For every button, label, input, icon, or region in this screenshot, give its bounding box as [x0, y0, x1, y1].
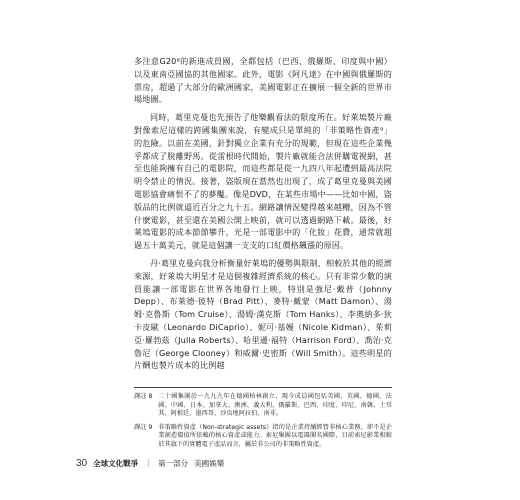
part-title: 美國娛樂	[194, 459, 225, 468]
book-title: 全球文化戰爭	[93, 459, 139, 468]
note-9	[134, 424, 392, 450]
page-footer	[76, 458, 224, 469]
paragraph-1: 多注意G20⁸的新進成員國，全都包括（巴西、俄羅斯、印度與中國）以及東南亞國協的其他國家。此外，電影《阿凡達》在中國與俄羅斯的票房，超過了大部分的歐洲國家，美國電影正在擴展一個全新的世界市場地圖。	[134, 56, 392, 105]
notes-divider	[134, 387, 392, 388]
note-label: 譯註 8	[134, 393, 153, 400]
translator-notes	[134, 387, 392, 455]
note-text: 二十國集團於一九九九年在德國柏林創立，現今成員國包括美國、英國、德國、法國、中國、日本、加拿大、澳洲、義大利、俄羅斯、巴西、印度、印尼、南韓、土耳其、阿根廷、墨西哥、沙烏地阿拉伯、南非。	[158, 393, 392, 418]
body-text	[134, 55, 392, 377]
note-8	[134, 393, 392, 419]
part-label: 第一部分	[158, 459, 189, 468]
note-text: 非策略性資產（Non-strategic assets）指的是企業持續經營非核心業務，卻不是企業創造價值所依賴的核心資產或能力。索尼集團以電器聞名國際，目前索尼影業相較於其旗下的實體電子產品而言，屬於非公司的非策略性資產。	[158, 423, 392, 448]
page-number: 30	[76, 458, 88, 469]
paragraph-2: 同時，葛里克曼也先預告了他樂觀看法的限度所在。好萊塢製片廠對像索尼這樣的跨國集團來說，有變成只是單純的「非策略性資產⁹」的危險。以前在美國，針對獨立企業有充分的規範，但現在這些企業幾乎都成了脫離野馬。從雷根時代開始，製片廠就能合法併購電視網，甚至也能夠擁有自己的電影院，而這些都是從一九四八年起遭到最高法院明令禁止的情況。接著，盜版現在當然也出現了，成了葛里克曼與美國電影協會痛恨不了的夢魘。像是DVD，在某些市場中——比如中國，盜版品的比例就逼近百分之九十五。網路讓情況變得越來越糟，因為不管什麼電影，甚至還在美國公開上映前，就可以透過網路下載。最後，好萊塢電影的成本節節攀升，光是一部電影中的「化妝」花費，通常就超過五十萬美元，就是這個讓一支支的口紅價格飆漲的原因。	[134, 112, 392, 251]
note-label: 譯註 9	[134, 423, 153, 431]
paragraph-3: 丹‧葛里克曼向我分析衡量好萊塢的優勢與限制，相較於其他的經濟來源，好萊塢大明星才是這個複雜經濟系統的核心。只有非常少數的演員能讓一部電影在世界各地發行上映，特別是強尼‧戴普（Johnny Depp）、布萊德‧彼特（Brad Pitt）、麥特‧戴蒙（Matt Damon）、湯姆‧克魯斯（Tom Cruise）、湯姆‧漢克斯（Tom Hanks）、李奧納多‧狄卡皮歐（Leonardo DiCaprio）、妮可‧基嫚（Nicole Kidman）、茱莉亞‧羅勃茲（Julia Roberts）、哈里遜‧福特（Harrison Ford）、喬治‧克魯尼（George Clooney）和威爾‧史密斯（Will Smith）。這些明星的片酬也製片成本的比例越	[134, 257, 392, 371]
footer-separator: ｜	[144, 459, 153, 468]
